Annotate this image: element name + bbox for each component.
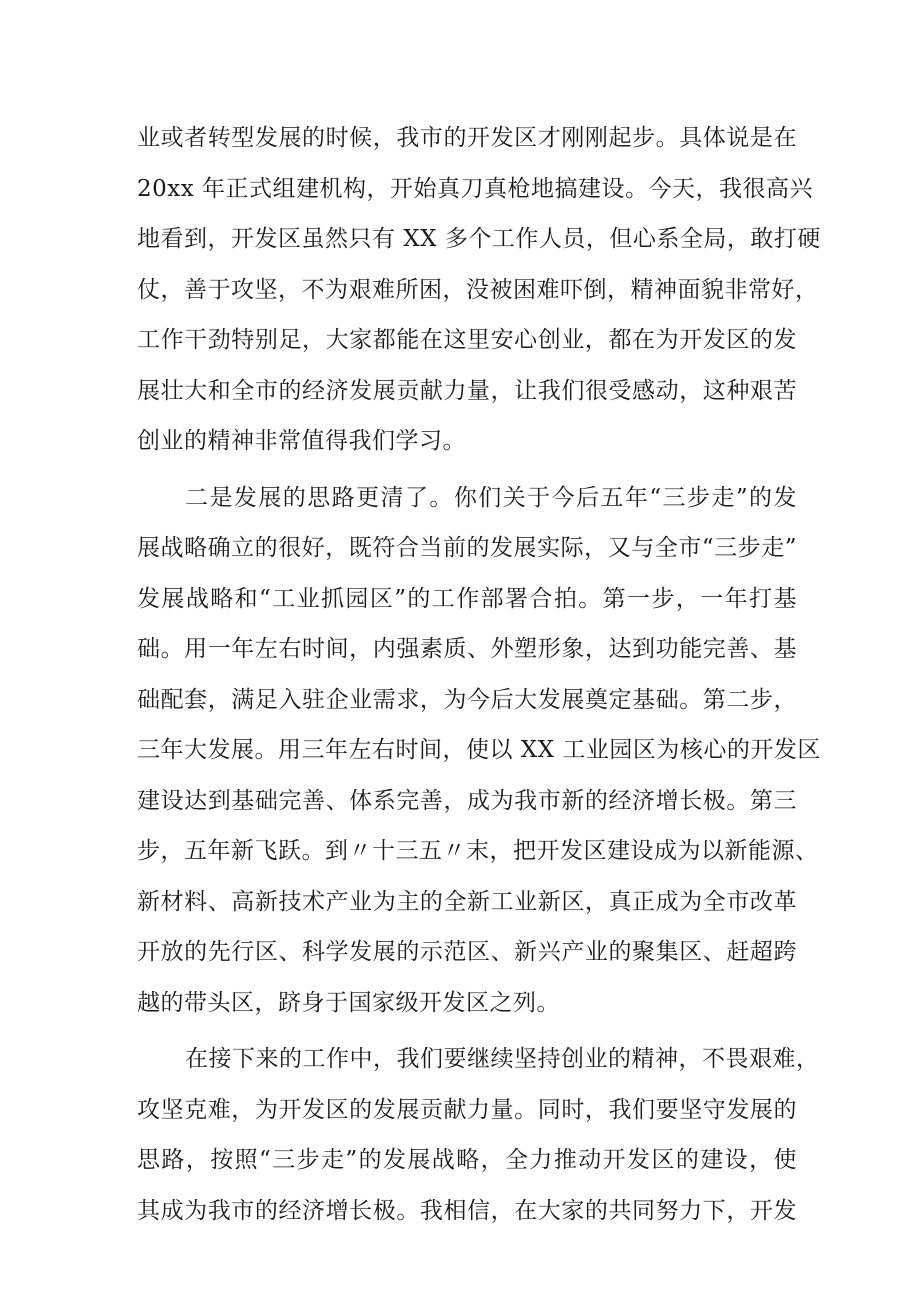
text-line: 其成为我市的经济增长极。我相信，在大家的共同努力下，开发 <box>137 1197 797 1224</box>
paragraph-3 <box>137 1034 820 1236</box>
text-line: 础。用一年左右时间，内强素质、外塑形象，达到功能完善、基 <box>137 636 797 662</box>
text-line: 业或者转型发展的时候，我市的开发区才刚刚起步。具体说是在 <box>137 125 797 151</box>
text-line: 步，五年新飞跃。到〃十三五〃末，把开发区建设成为以新能源、 <box>137 838 819 864</box>
text-line: 二是发展的思路更清了。你们关于今后五年“三步走”的发 <box>185 484 797 511</box>
text-line: 新材料、高新技术产业为主的全新工业新区，真正成为全市改革 <box>137 888 797 915</box>
text-line: 思路，按照“三步走”的发展战略，全力推动开发区的建设，使 <box>137 1147 797 1173</box>
text-line: 展战略确立的很好，既符合当前的发展实际，又与全市“三步走” <box>137 535 797 561</box>
text-line: 展壮大和全市的经济发展贡献力量，让我们很受感动，这种艰苦 <box>137 377 797 404</box>
paragraph-1 <box>137 113 821 467</box>
text-line: 20xx 年正式组建机构，开始真刀真枪地搞建设。今天，我很高兴 <box>137 175 814 202</box>
text-line: 发展战略和“工业抓园区”的工作部署合拍。第一步，一年打基 <box>137 585 797 612</box>
text-line: 建设达到基础完善、体系完善，成为我市新的经济增长极。第三 <box>137 787 797 814</box>
text-line: 仗，善于攻坚，不为艰难所困，没被困难吓倒，精神面貌非常好， <box>137 276 819 303</box>
document-page <box>137 113 821 1236</box>
text-line: 开放的先行区、科学发展的示范区、新兴产业的聚集区、赶超跨 <box>137 939 797 965</box>
text-line: 在接下来的工作中，我们要继续坚持创业的精神，不畏艰难， <box>185 1046 820 1072</box>
text-line: 础配套，满足入驻企业需求，为今后大发展奠定基础。第二步， <box>137 686 797 713</box>
text-line: 攻坚克难，为开发区的发展贡献力量。同时，我们要坚守发展的 <box>137 1096 797 1123</box>
text-line: 越的带头区，跻身于国家级开发区之列。 <box>137 989 560 1016</box>
text-line: 三年大发展。用三年左右时间，使以 XX 工业园区为核心的开发区 <box>137 737 821 763</box>
text-line: 工作干劲特别足，大家都能在这里安心创业，都在为开发区的发 <box>137 327 797 353</box>
text-line: 地看到，开发区虽然只有 XX 多个工作人员，但心系全局，敢打硬 <box>137 226 821 252</box>
text-line: 创业的精神非常值得我们学习。 <box>137 428 466 454</box>
paragraph-2 <box>137 473 821 1029</box>
